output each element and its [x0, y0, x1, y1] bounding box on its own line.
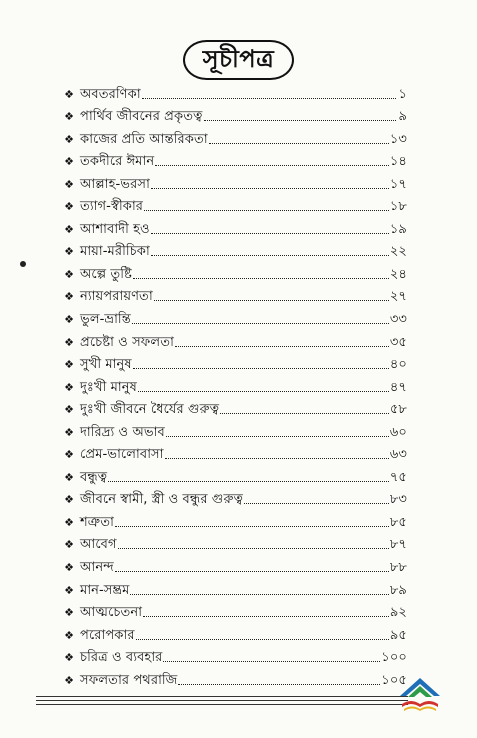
diamond-bullet-icon: ❖	[64, 673, 74, 687]
diamond-bullet-icon: ❖	[64, 177, 74, 191]
toc-entry-page: ২২	[389, 244, 407, 260]
dot-leader	[108, 481, 389, 482]
toc-entry-title: দুঃখী মানুষ	[80, 379, 137, 395]
toc-entry-page: ১৯	[389, 221, 407, 237]
toc-entry	[62, 620, 407, 643]
toc-entry-title: আনন্দ	[80, 560, 114, 576]
toc-entry	[62, 259, 407, 282]
toc-entry-title: কাজের প্রতি আন্তরিকতা	[80, 131, 208, 147]
diamond-bullet-icon: ❖	[64, 87, 74, 101]
toc-entry-title: জীবনে স্বামী, স্ত্রী ও বন্ধুর গুরুত্ব	[80, 492, 243, 508]
dot-leader	[133, 368, 389, 369]
toc-entry-title: বন্ধুত্ব	[80, 469, 108, 485]
toc-entry	[62, 327, 407, 350]
title-area	[0, 40, 477, 80]
dot-leader	[209, 143, 389, 144]
toc-entry-page: ৩৩	[389, 312, 407, 328]
dot-leader	[178, 684, 380, 685]
toc-entry	[62, 440, 407, 463]
toc-entry-page: ১৪	[389, 154, 407, 170]
publisher-logo-icon	[396, 676, 444, 714]
toc-entry-title: তকদীরে ঈমান	[80, 154, 155, 170]
toc-entry-page: ১৮	[389, 199, 407, 215]
toc-entry	[62, 462, 407, 485]
dot-leader	[154, 300, 389, 301]
dot-leader	[143, 616, 389, 617]
footer-rule	[36, 694, 408, 708]
diamond-bullet-icon: ❖	[64, 651, 74, 665]
dot-leader	[144, 210, 389, 211]
toc-entry	[62, 598, 407, 621]
toc-entry-title: অবতরণিকা	[80, 86, 141, 102]
diamond-bullet-icon: ❖	[64, 110, 74, 124]
dot-leader	[220, 413, 389, 414]
dot-leader	[165, 458, 389, 459]
diamond-bullet-icon: ❖	[64, 538, 74, 552]
dot-leader	[138, 391, 389, 392]
toc-entry-title: মায়া-মরীচিকা	[80, 244, 150, 260]
diamond-bullet-icon: ❖	[64, 290, 74, 304]
dot-leader	[155, 165, 389, 166]
toc-entry	[62, 350, 407, 373]
dot-leader	[175, 346, 389, 347]
diamond-bullet-icon: ❖	[64, 448, 74, 462]
toc-entry-page: ৯	[398, 109, 407, 125]
toc-entry-page: ১০৫	[381, 672, 407, 688]
toc-entry	[62, 237, 407, 260]
diamond-bullet-icon: ❖	[64, 425, 74, 439]
toc-entry-title: দুঃখী জীবনে ধৈর্যের গুরুত্ব	[80, 402, 220, 418]
dot-leader	[132, 323, 389, 324]
diamond-bullet-icon: ❖	[64, 267, 74, 281]
toc-entry-title: মান-সম্ভ্রম	[80, 582, 130, 598]
toc-entry-title: আল্লাহ-ভরসা	[80, 176, 150, 192]
toc-entry	[62, 124, 407, 147]
toc-entry	[62, 214, 407, 237]
toc-entry-page: ৯২	[389, 605, 407, 621]
footer-line	[36, 696, 408, 697]
toc-entry-title: সুখী মানুষ	[80, 357, 132, 373]
diamond-bullet-icon: ❖	[64, 222, 74, 236]
toc-entry	[62, 507, 407, 530]
toc-entry-page: ৮৭	[389, 537, 407, 553]
toc-entry	[62, 575, 407, 598]
toc-entry-page: ৪৭	[389, 379, 407, 395]
toc-entry-page: ৬০	[389, 424, 407, 440]
toc-entry	[62, 552, 407, 575]
toc-entry-title: পার্থিব জীবনের প্রকৃতত্ব	[80, 109, 203, 125]
toc-entry	[62, 643, 407, 666]
toc-entry-page: ৮৫	[389, 514, 407, 530]
toc-entry-title: সফলতার পথরাজি	[80, 672, 178, 688]
toc-entry-page: ৮৮	[389, 560, 407, 576]
toc-entry	[62, 79, 407, 102]
dot-leader	[142, 98, 396, 99]
toc-entry-page: ৩৫	[389, 334, 407, 350]
toc-entry	[62, 372, 407, 395]
toc-entry-title: অল্পে তুষ্টি	[80, 266, 132, 282]
toc-entry-page: ৯৫	[389, 627, 407, 643]
toc-entry-page: ৭৫	[389, 469, 407, 485]
dot-leader	[151, 255, 389, 256]
diamond-bullet-icon: ❖	[64, 245, 74, 259]
diamond-bullet-icon: ❖	[64, 380, 74, 394]
toc-entry-page: ৬৩	[389, 447, 407, 463]
toc-entry-title: প্রচেষ্টা ও সফলতা	[80, 334, 174, 350]
diamond-bullet-icon: ❖	[64, 628, 74, 642]
toc-entry-page: ২৪	[389, 266, 407, 282]
dot-leader	[151, 233, 389, 234]
toc-entry-page: ১৩	[389, 131, 407, 147]
diamond-bullet-icon: ❖	[64, 493, 74, 507]
toc-entry-title: আবেগ	[80, 537, 117, 553]
toc-entry-title: চরিত্র ও ব্যবহার	[80, 650, 163, 666]
toc-entry-page: ৫৮	[389, 402, 407, 418]
diamond-bullet-icon: ❖	[64, 561, 74, 575]
diamond-bullet-icon: ❖	[64, 470, 74, 484]
page-title: সূচীপত্র	[183, 40, 295, 80]
dot-leader	[151, 188, 389, 189]
toc-entry-page: ১	[398, 86, 407, 102]
dot-leader	[115, 571, 389, 572]
toc-entry-page: ১৭	[389, 176, 407, 192]
toc-entry-title: শত্রুতা	[80, 514, 114, 530]
toc-entry-page: ৪০	[389, 357, 407, 373]
toc-entry-title: ত্যাগ-স্বীকার	[80, 199, 144, 215]
diamond-bullet-icon: ❖	[64, 403, 74, 417]
toc-entry	[62, 147, 407, 170]
toc-entry-title: আশাবাদী হও	[80, 221, 150, 237]
toc-entry	[62, 102, 407, 125]
diamond-bullet-icon: ❖	[64, 606, 74, 620]
toc-entry-title: দারিদ্র্য ও অভাব	[80, 424, 165, 440]
toc-entry-title: পরোপকার	[80, 627, 135, 643]
dot-leader	[244, 503, 389, 504]
dot-leader	[204, 120, 397, 121]
toc-entry	[62, 304, 407, 327]
toc-entry	[62, 417, 407, 440]
toc-entry-title: ভুল-ভ্রান্তি	[80, 312, 131, 328]
toc-entry	[62, 395, 407, 418]
dot-leader	[115, 526, 389, 527]
diamond-bullet-icon: ❖	[64, 313, 74, 327]
diamond-bullet-icon: ❖	[64, 132, 74, 146]
dot-leader	[166, 436, 389, 437]
dot-leader	[118, 548, 389, 549]
toc-entry	[62, 665, 407, 688]
diamond-bullet-icon: ❖	[64, 335, 74, 349]
toc-entry-page: ২৭	[389, 289, 407, 305]
toc-entry-title: আত্মচেতনা	[80, 605, 143, 621]
diamond-bullet-icon: ❖	[64, 515, 74, 529]
diamond-bullet-icon: ❖	[64, 200, 74, 214]
toc-entry	[62, 192, 407, 215]
toc-entry	[62, 169, 407, 192]
margin-mark	[20, 261, 26, 267]
toc-entry-page: ৮৯	[389, 582, 407, 598]
footer-line	[36, 700, 408, 701]
dot-leader	[130, 594, 388, 595]
toc-entry	[62, 485, 407, 508]
table-of-contents	[62, 79, 407, 688]
diamond-bullet-icon: ❖	[64, 155, 74, 169]
toc-entry-page: ১০০	[381, 650, 407, 666]
diamond-bullet-icon: ❖	[64, 583, 74, 597]
dot-leader	[133, 278, 389, 279]
toc-entry-title: ন্যায়পরায়ণতা	[80, 289, 153, 305]
toc-entry-page: ৮৩	[389, 492, 407, 508]
toc-entry-title: প্রেম-ভালোবাসা	[80, 447, 164, 463]
diamond-bullet-icon: ❖	[64, 358, 74, 372]
footer-line	[36, 704, 408, 705]
dot-leader	[136, 639, 389, 640]
toc-entry	[62, 530, 407, 553]
dot-leader	[163, 661, 380, 662]
toc-entry	[62, 282, 407, 305]
